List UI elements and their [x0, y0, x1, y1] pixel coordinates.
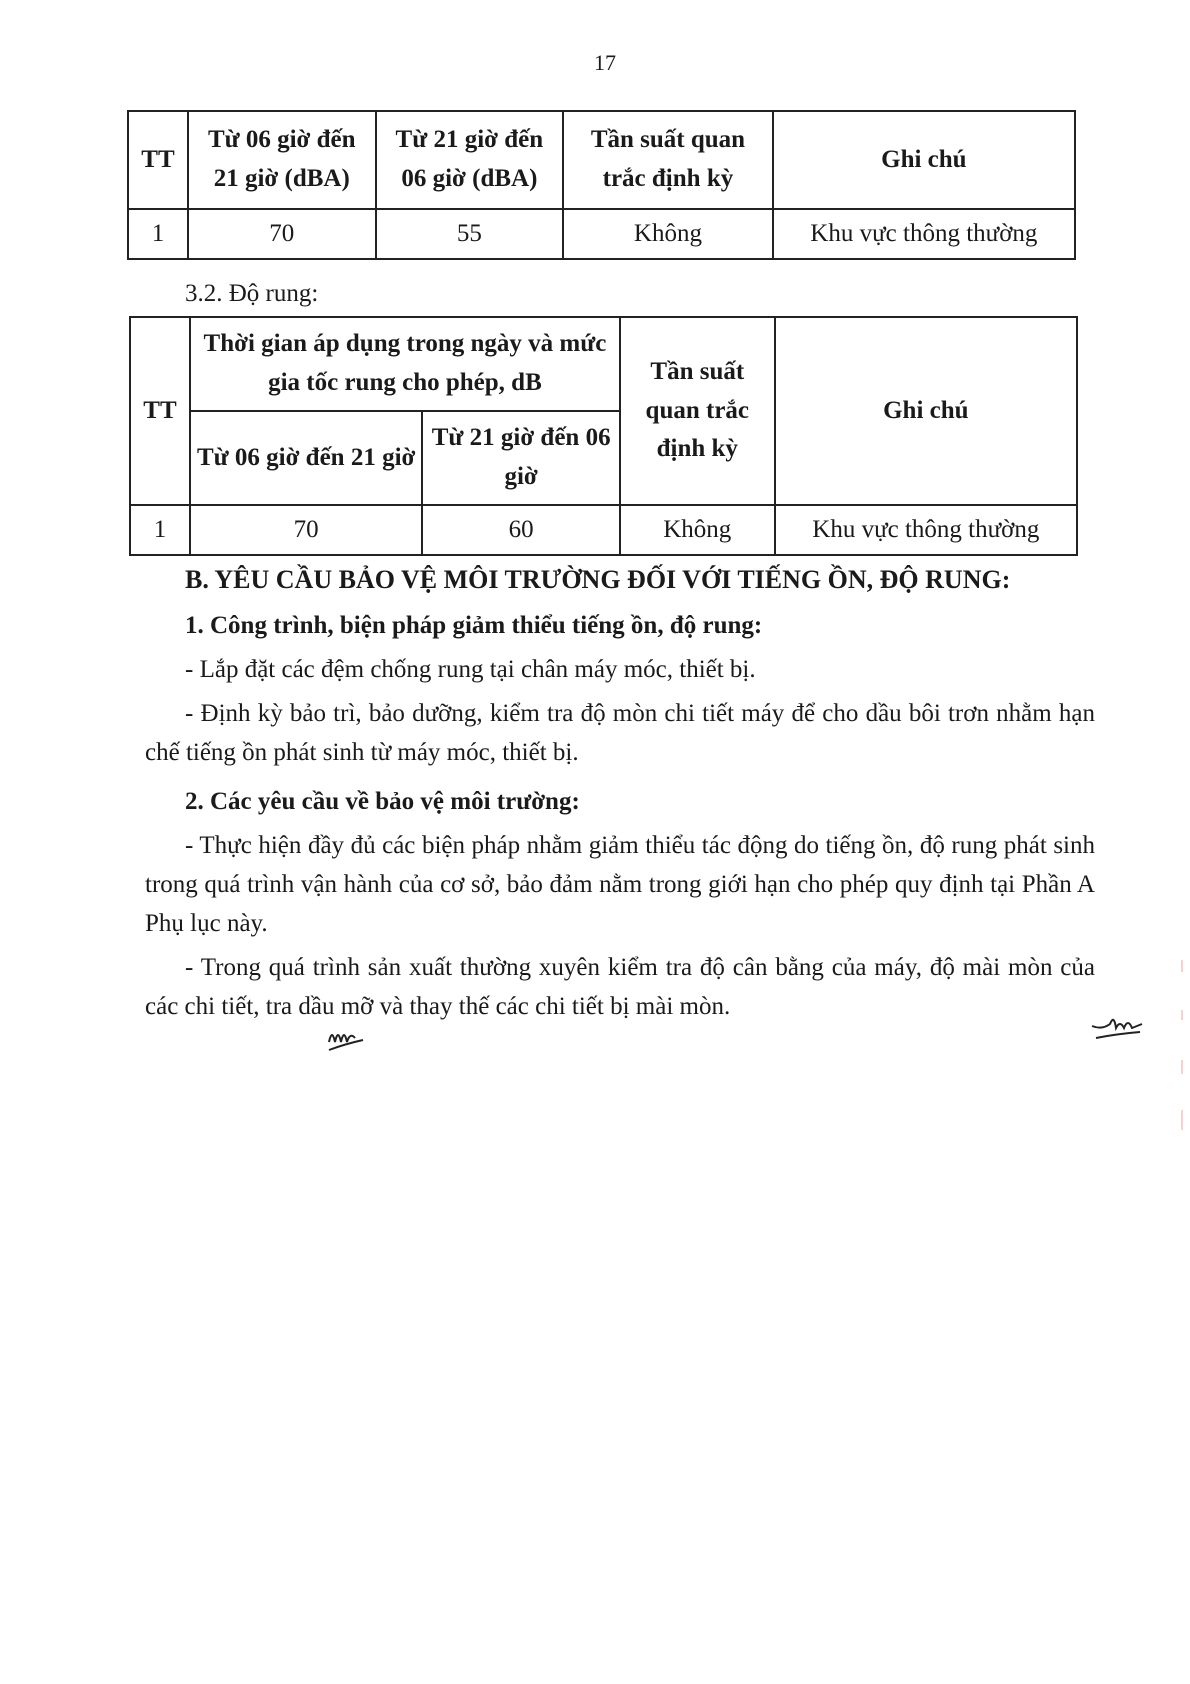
section-b-title: B. YÊU CẦU BẢO VỆ MÔI TRƯỜNG ĐỐI VỚI TIẾNG ỒN, ĐỘ RUNG: [185, 565, 1011, 594]
cell-night-limit: 60 [422, 505, 620, 555]
header-time-group: Thời gian áp dụng trong ngày và mức gia tốc rung cho phép, dB [190, 317, 620, 411]
table-header-row [130, 317, 1077, 411]
cell-night-limit: 55 [376, 209, 564, 259]
scan-margin-marks [1178, 950, 1188, 1140]
header-day-limit: Từ 06 giờ đến 21 giờ [190, 411, 422, 505]
handwritten-initials-signature [325, 1020, 375, 1060]
cell-note: Khu vực thông thường [775, 505, 1077, 555]
cell-day-limit: 70 [190, 505, 422, 555]
subsection-2-title: 2. Các yêu cầu về bảo vệ môi trường: [185, 788, 580, 815]
page-number: 17 [594, 50, 616, 75]
subsection-2-item-1: - Thực hiện đầy đủ các biện pháp nhằm giảm thiểu tác động do tiếng ồn, độ rung phát sinh trong quá trình vận hành của cơ sở, bảo đảm nằm trong giới hạn cho phép quy định tại Phần A Phụ lục này. [145, 832, 1095, 937]
handwritten-initials-signature-right [1088, 1008, 1148, 1048]
header-night-limit: Từ 21 giờ đến 06 giờ [422, 411, 620, 505]
noise-limit-table [127, 110, 1076, 260]
header-tt: TT [130, 317, 190, 505]
header-note: Ghi chú [773, 111, 1075, 209]
vibration-caption: 3.2. Độ rung: [185, 280, 319, 307]
table-header-row [128, 111, 1075, 209]
header-day-limit: Từ 06 giờ đến 21 giờ (dBA) [188, 111, 376, 209]
cell-tt: 1 [128, 209, 188, 259]
subsection-1-title: 1. Công trình, biện pháp giảm thiểu tiếng ồn, độ rung: [185, 612, 763, 639]
header-tt: TT [128, 111, 188, 209]
table-row [130, 505, 1077, 555]
header-monitoring-frequency: Tần suất quan trắc định kỳ [563, 111, 773, 209]
vibration-limit-table [129, 316, 1078, 556]
cell-tt: 1 [130, 505, 190, 555]
header-night-limit: Từ 21 giờ đến 06 giờ (dBA) [376, 111, 564, 209]
subsection-1-item-1: - Lắp đặt các đệm chống rung tại chân máy móc, thiết bị. [185, 656, 756, 683]
table-row [128, 209, 1075, 259]
header-monitoring-frequency: Tần suất quan trắc định kỳ [620, 317, 775, 505]
header-note: Ghi chú [775, 317, 1077, 505]
cell-frequency: Không [620, 505, 775, 555]
subsection-1-item-2: - Định kỳ bảo trì, bảo dưỡng, kiểm tra độ mòn chi tiết máy để cho dầu bôi trơn nhằm hạn chế tiếng ồn phát sinh từ máy móc, thiết bị. [145, 700, 1095, 766]
cell-frequency: Không [563, 209, 773, 259]
subsection-2-item-2: - Trong quá trình sản xuất thường xuyên kiểm tra độ cân bằng của máy, độ mài mòn của các chi tiết, tra dầu mỡ và thay thế các chi tiết bị mài mòn. [145, 954, 1095, 1020]
cell-note: Khu vực thông thường [773, 209, 1075, 259]
cell-day-limit: 70 [188, 209, 376, 259]
